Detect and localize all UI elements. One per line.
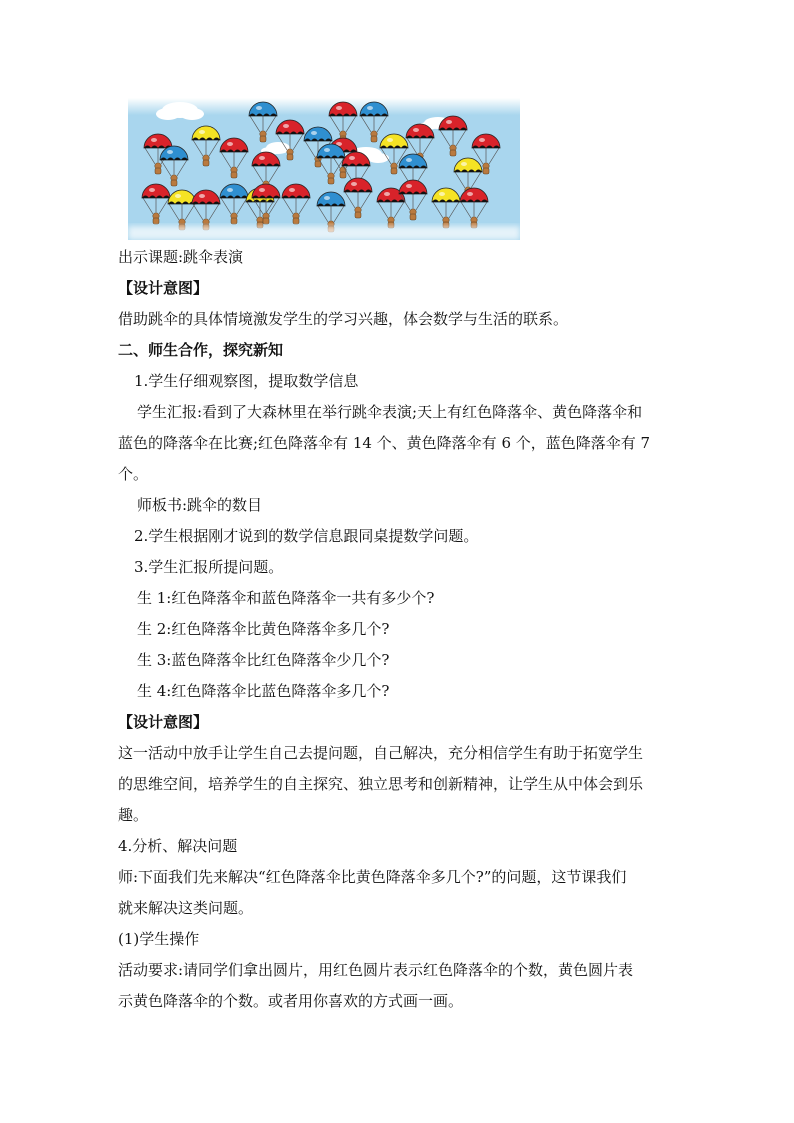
report-line-1: 学生汇报:看到了大森林里在举行跳伞表演;天上有红色降落伞、黄色降落伞和 xyxy=(137,403,643,421)
item-3: 3.学生汇报所提问题。 xyxy=(134,558,284,576)
teacher-line-1: 师:下面我们先来解决“红色降落伞比黄色降落伞多几个?”的问题，这节课我们 xyxy=(118,868,627,886)
design-text-2-line-3: 趣。 xyxy=(118,806,149,824)
report-line-2: 蓝色的降落伞在比赛;红色降落伞有 14 个、黄色降落伞有 6 个，蓝色降落伞有 7 xyxy=(118,434,651,452)
item-2: 2.学生根据刚才说到的数学信息跟同桌提数学问题。 xyxy=(134,527,479,545)
design-text-1: 借助跳伞的具体情境激发学生的学习兴趣，体会数学与生活的联系。 xyxy=(118,310,569,328)
sub-item-1: (1)学生操作 xyxy=(118,930,200,948)
parachute-illustration xyxy=(128,98,520,240)
teacher-line-2: 就来解决这类问题。 xyxy=(118,899,254,917)
figure-caption: 出示课题:跳伞表演 xyxy=(118,248,244,266)
section-2-title: 二、师生合作，探究新知 xyxy=(118,341,284,359)
design-text-2-line-2: 的思维空间，培养学生的自主探究、独立思考和创新精神，让学生从中体会到乐 xyxy=(118,775,644,793)
student-2: 生 2:红色降落伞比黄色降落伞多几个? xyxy=(137,620,390,638)
activity-line-1: 活动要求:请同学们拿出圆片，用红色圆片表示红色降落伞的个数，黄色圆片表 xyxy=(118,961,634,979)
student-4: 生 4:红色降落伞比蓝色降落伞多几个? xyxy=(137,682,390,700)
student-3: 生 3:蓝色降落伞比红色降落伞少几个? xyxy=(137,651,390,669)
item-1: 1.学生仔细观察图，提取数学信息 xyxy=(134,372,359,390)
activity-line-2: 示黄色降落伞的个数。或者用你喜欢的方式画一画。 xyxy=(118,992,464,1010)
design-heading-1: 【设计意图】 xyxy=(118,279,209,297)
report-line-3: 个。 xyxy=(118,465,149,483)
student-1: 生 1:红色降落伞和蓝色降落伞一共有多少个? xyxy=(137,589,435,607)
design-text-2-line-1: 这一活动中放手让学生自己去提问题，自己解决，充分相信学生有助于拓宽学生 xyxy=(118,744,644,762)
teacher-board: 师板书:跳伞的数目 xyxy=(137,496,263,514)
design-heading-2: 【设计意图】 xyxy=(118,713,209,731)
item-4: 4.分析、解决问题 xyxy=(118,837,238,855)
